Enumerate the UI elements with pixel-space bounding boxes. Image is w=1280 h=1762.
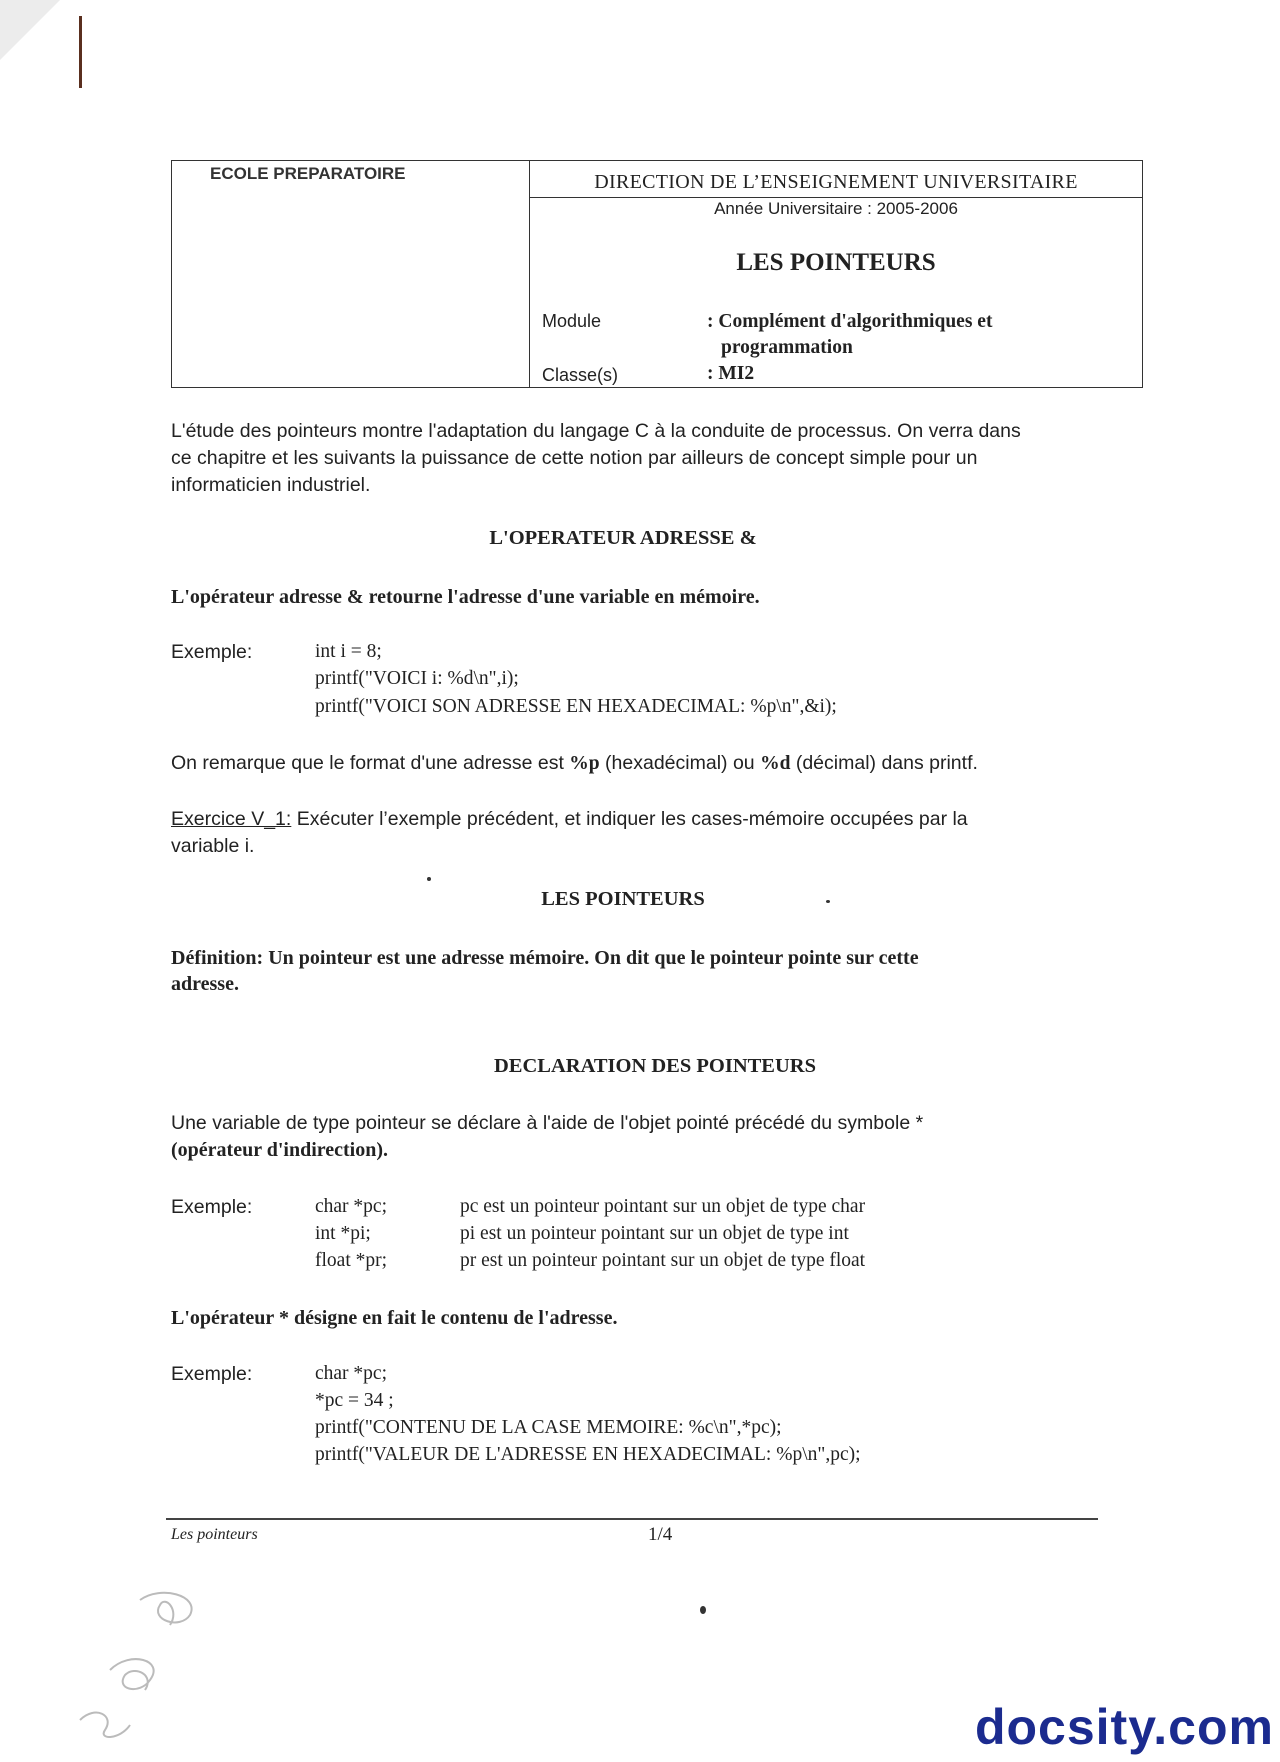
adresse-statement: L'opérateur adresse & retourne l'adresse d'une variable en mémoire. <box>171 586 760 608</box>
header-left-cell <box>172 161 530 387</box>
decl-desc: pr est un pointeur pointant sur un objet de type float <box>460 1250 866 1271</box>
footer-title: Les pointeurs <box>171 1526 258 1543</box>
decl-desc: pc est un pointeur pointant sur un objet de type char <box>460 1196 866 1217</box>
header-box <box>171 160 1143 388</box>
exercise-label: Exercice V_1: <box>171 808 292 830</box>
contenu-statement: L'opérateur * désigne en fait le contenu de l'adresse. <box>171 1307 618 1329</box>
header-title: LES POINTEURS <box>736 249 936 276</box>
footer-rule <box>166 1518 1098 1520</box>
definition-line-2: adresse. <box>171 973 239 995</box>
handwritten-scribble <box>70 1580 210 1750</box>
definition-line-1: Définition: Un pointeur est une adresse mémoire. On dit que le pointeur pointe sur cette <box>171 947 919 969</box>
docsity-logo: docsity.com <box>974 1699 1274 1755</box>
code-line: *pc = 34 ; <box>315 1390 394 1411</box>
declaration-text-line-2: (opérateur d'indirection). <box>171 1139 389 1161</box>
declaration-text-line-1: Une variable de type pointeur se déclare à l'aide de l'objet pointé précédé du symbole * <box>171 1112 924 1134</box>
module-label: Module <box>542 311 602 331</box>
section-title-pointeurs: LES POINTEURS <box>541 888 705 910</box>
classe-value: : MI2 <box>707 363 755 384</box>
remark-text: (hexadécimal) ou <box>599 752 761 774</box>
intro-line-2: ce chapitre et les suivants la puissance de cette notion par ailleurs de concept simple pour un <box>171 447 978 469</box>
scan-speck <box>427 877 431 881</box>
page-number: 1/4 <box>648 1524 673 1545</box>
exercise-text-line-2: variable i. <box>171 835 255 857</box>
remark-text: (décimal) dans printf. <box>790 752 978 774</box>
school-name: ECOLE PREPARATOIRE <box>210 164 406 183</box>
pen-mark <box>79 16 82 88</box>
module-value-line2: programmation <box>721 337 853 358</box>
code-line: char *pc; <box>315 1363 388 1384</box>
scan-speck <box>826 900 830 903</box>
code-line: int i = 8; <box>315 641 382 662</box>
intro-line-3: informaticien industriel. <box>171 474 371 496</box>
remark-format-d: %d <box>760 753 791 774</box>
scan-speck <box>700 1606 706 1614</box>
remark-format-p: %p <box>569 753 600 774</box>
example-label: Exemple: <box>171 1363 253 1385</box>
example-label: Exemple: <box>171 641 253 663</box>
decl-code: int *pi; <box>315 1223 371 1244</box>
module-value: : Complément d'algorithmiques et <box>707 311 993 332</box>
code-line: printf("VOICI SON ADRESSE EN HEXADECIMAL: %p\n",&i); <box>315 696 837 717</box>
classe-label: Classe(s) <box>542 365 619 385</box>
direction-title: DIRECTION DE L’ENSEIGNEMENT UNIVERSITAIRE <box>530 167 1142 198</box>
exercise <box>171 806 968 832</box>
code-line: printf("CONTENU DE LA CASE MEMOIRE: %c\n",*pc); <box>315 1417 782 1438</box>
decl-code: float *pr; <box>315 1250 388 1271</box>
remark-text: On remarque que le format d'une adresse est <box>171 752 570 774</box>
format-remark <box>171 750 978 777</box>
example-label: Exemple: <box>171 1196 253 1218</box>
exercise-text: Exécuter l’exemple précédent, et indiquer les cases-mémoire occupées par la <box>291 808 968 830</box>
decl-code: char *pc; <box>315 1196 388 1217</box>
code-line: printf("VALEUR DE L'ADRESSE EN HEXADECIMAL: %p\n",pc); <box>315 1444 861 1465</box>
section-title-declaration: DECLARATION DES POINTEURS <box>494 1055 816 1077</box>
code-line: printf("VOICI i: %d\n",i); <box>315 668 519 689</box>
decl-desc: pi est un pointeur pointant sur un objet de type int <box>460 1223 849 1244</box>
section-title-operateur-adresse: L'OPERATEUR ADRESSE & <box>489 527 757 549</box>
academic-year: Année Universitaire : 2005-2006 <box>714 199 958 218</box>
page-corner-fold <box>0 0 60 60</box>
intro-line-1: L'étude des pointeurs montre l'adaptation du langage C à la conduite de processus. On verra dans <box>171 420 1021 442</box>
